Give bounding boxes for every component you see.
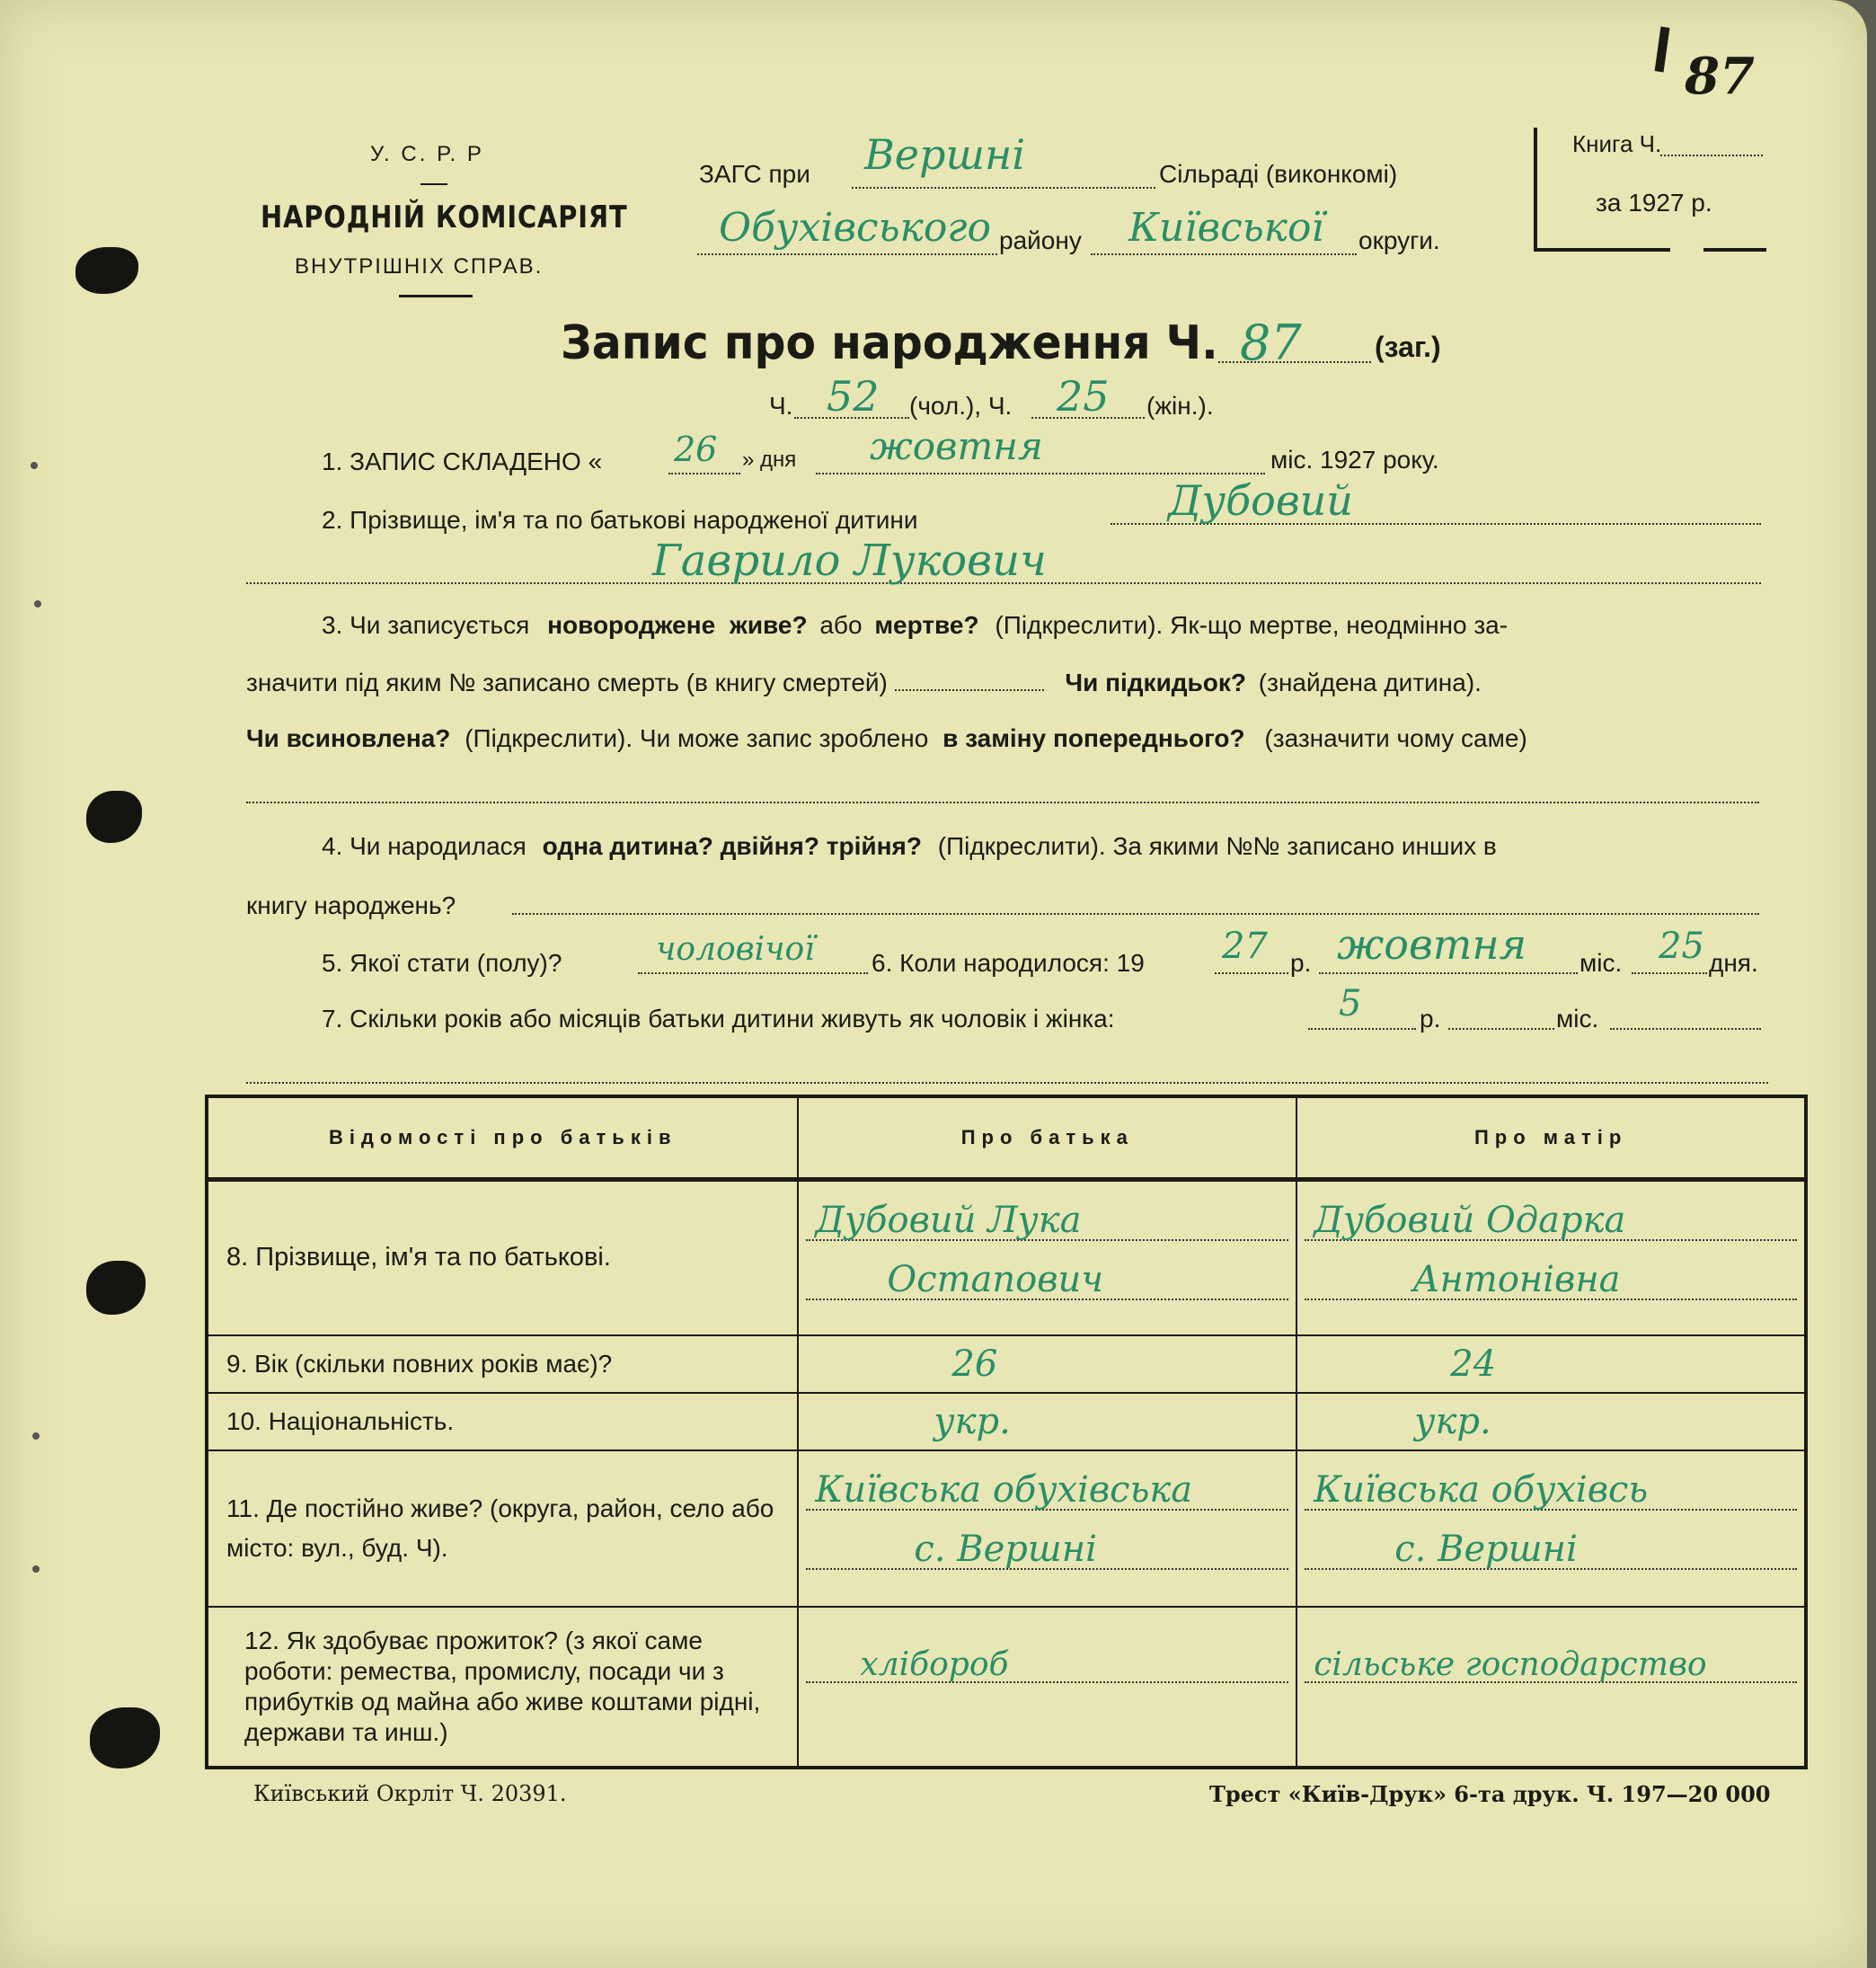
book-number-label: Книга Ч. [1572, 130, 1662, 157]
field3-or: або [819, 611, 863, 639]
field3-dead: мертве? [874, 611, 979, 639]
female-number: 25 [1057, 372, 1110, 421]
field3-a: 3. Чи записується [322, 611, 530, 639]
field6-mis: міс. [1580, 949, 1623, 977]
field4-c: книгу народжень? [246, 891, 456, 919]
field5-label: 5. Якої стати (полу)? [322, 949, 562, 977]
field3-newborn: новороджене [547, 611, 716, 639]
ministry-subtitle: ВНУТРІШНІХ СПРАВ. [295, 254, 544, 279]
male-label: (чол.), Ч. [909, 392, 1013, 420]
field1-prefix: 1. ЗАПИС СКЛАДЕНО « [322, 448, 603, 475]
field6-dnia: дня. [1709, 949, 1758, 977]
field3-foundling: Чи підкидьок? [1065, 669, 1246, 696]
field3-replace: в заміну попереднього? [942, 724, 1245, 752]
mother-nationality: укр. [1414, 1401, 1491, 1442]
father-nationality: укр. [934, 1401, 1011, 1442]
father-age: 26 [951, 1343, 998, 1385]
zags-village: Вершні [864, 130, 1026, 179]
male-number: 52 [827, 372, 880, 421]
sub-prefix: Ч. [769, 392, 793, 420]
ministry-title: НАРОДНІЙ КОМІСАРІЯТ [261, 199, 628, 235]
field6-month: жовтня [1337, 920, 1527, 969]
header-mother: Про матір [1296, 1096, 1806, 1179]
punch-hole [75, 247, 138, 294]
field1-month: жовтня [870, 424, 1043, 468]
row9-label: 9. Вік (скільки повних років має)? [207, 1335, 798, 1393]
district-label: району [999, 226, 1082, 254]
mother-name-2: Антонівна [1412, 1258, 1621, 1300]
field4-a: 4. Чи народилася [322, 832, 527, 860]
field4-options: одна дитина? двійня? трійня? [542, 832, 922, 860]
field2-label: 2. Прізвище, ім'я та по батькові народженої дитини [322, 506, 918, 534]
okrug-value: Київської [1128, 205, 1324, 251]
female-label: (жін.). [1146, 392, 1214, 420]
footer-right: Трест «Київ-Друк» 6-та друк. Ч. 197—20 000 [1209, 1781, 1771, 1807]
father-occupation: хлібороб [860, 1646, 1009, 1683]
district-value: Обухівського [719, 205, 992, 251]
okrug-label: округи. [1358, 226, 1440, 254]
record-number-suffix: (заг.) [1375, 331, 1441, 363]
field3-b: (Підкреслити). Як-що мертве, неодмінно за- [995, 611, 1509, 639]
field1-mid: » дня [742, 448, 797, 472]
stamp-mark [1655, 27, 1670, 73]
field7-label: 7. Скільки років або місяців батьки дитини живуть як чоловік і жінка: [322, 1005, 1115, 1033]
field1-day: 26 [674, 430, 718, 469]
record-number: 87 [1240, 315, 1302, 371]
zags-prefix: ЗАГС при [699, 160, 810, 188]
father-residence-2: с. Вершні [914, 1529, 1097, 1570]
punch-hole [90, 1707, 160, 1769]
field3-e: (Підкреслити). Чи може запис зроблено [465, 724, 929, 752]
field7-years: 5 [1339, 983, 1362, 1024]
mother-residence-1: Київська обухівсь [1314, 1469, 1649, 1511]
sheet-number: 87 [1685, 47, 1755, 106]
field3-d: (знайдена дитина). [1258, 669, 1482, 696]
mother-age: 24 [1450, 1343, 1497, 1385]
field3-alive: живе? [729, 611, 808, 639]
field6-label: 6. Коли народилося: 19 [872, 949, 1145, 977]
field3-c: значити під яким № записано смерть (в книгу смертей) [246, 669, 888, 696]
row8-label: 8. Прізвище, ім'я та по батькові. [207, 1179, 798, 1335]
field7-mis: міс. [1556, 1005, 1599, 1033]
row11-label: 11. Де постійно живе? (округа, район, село або місто: вул., буд. Ч). [207, 1450, 798, 1607]
father-residence-1: Київська обухівська [815, 1469, 1193, 1511]
header-father: Про батька [798, 1096, 1296, 1179]
state-label: У. С. Р. Р [370, 142, 484, 166]
father-name-2: Остапович [887, 1258, 1104, 1300]
row12-label: 12. Як здобуває прожиток? (з якої саме роботи: ремества, промислу, посади чи з прибутків од майна або живе коштами рідні, держави та инш.) [207, 1607, 798, 1768]
father-name-1: Дубовий Лука [815, 1199, 1082, 1241]
field6-day: 25 [1659, 926, 1704, 967]
field5-value: чоловічої [656, 931, 815, 968]
field4-b: (Підкреслити). За якими №№ записано инших в [937, 832, 1497, 860]
field3-adopted: Чи всиновлена? [246, 724, 451, 752]
field6-r: р. [1290, 949, 1312, 977]
field6-year: 27 [1222, 926, 1268, 967]
mother-residence-2: с. Вершні [1394, 1529, 1578, 1570]
book-year: за 1927 р. [1596, 189, 1712, 217]
parents-table [205, 1095, 1808, 1769]
field3-f: (зазначити чому саме) [1264, 724, 1527, 752]
mother-name-1: Дубовий Одарка [1314, 1199, 1626, 1241]
child-name: Гаврило Лукович [652, 536, 1047, 586]
mother-occupation: сільське господарство [1314, 1646, 1707, 1683]
record-title: Запис про народження Ч. [561, 316, 1218, 370]
header-info: Відомості про батьків [207, 1096, 798, 1179]
field1-suffix: міс. 1927 року. [1270, 446, 1439, 474]
row10-label: 10. Національність. [207, 1393, 798, 1450]
zags-suffix: Сільраді (виконкомі) [1159, 160, 1398, 188]
punch-hole [86, 1261, 146, 1315]
footer-left: Київський Окрліт Ч. 20391. [253, 1781, 567, 1806]
field7-r: р. [1420, 1005, 1441, 1033]
child-surname: Дубовий [1168, 476, 1353, 525]
punch-hole [86, 791, 142, 843]
